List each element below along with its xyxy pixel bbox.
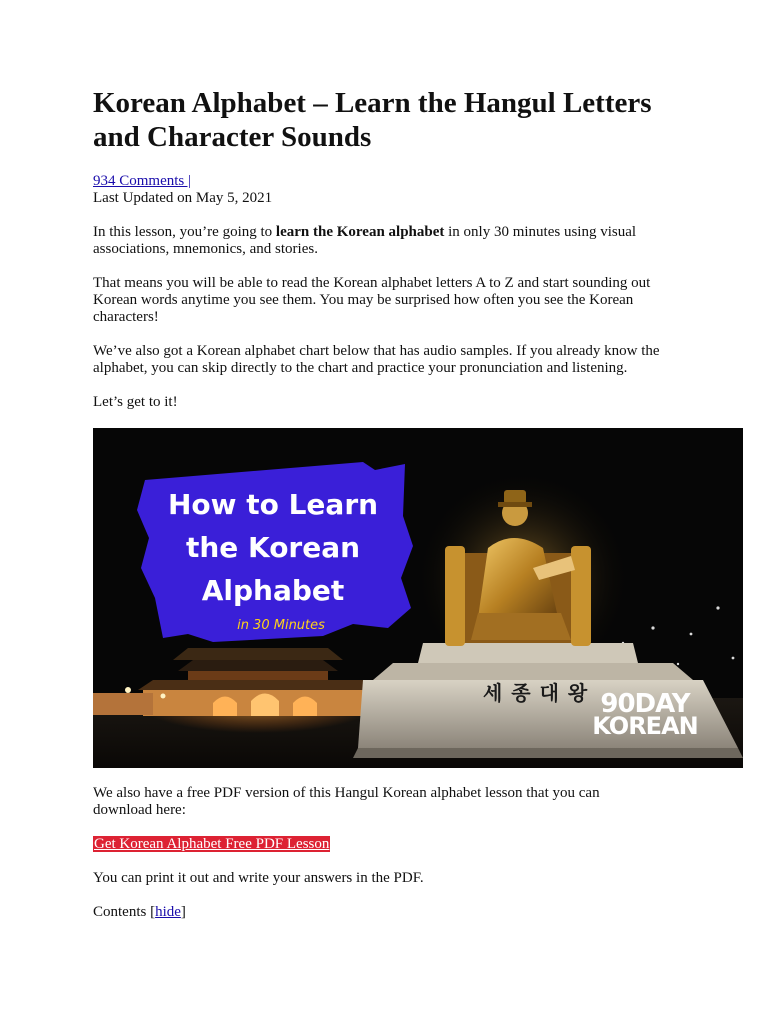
contents-label-close: ] (180, 904, 186, 920)
intro-text-after: in only 30 minutes using visual associations, mnemonics, and stories. (93, 224, 637, 257)
intro-paragraph (93, 224, 673, 258)
logo-line-1: 90DAY (600, 689, 690, 719)
banner-line-2: the Korean (185, 531, 361, 564)
page-title: Korean Alphabet – Learn the Hangul Letters and Character Sounds (93, 87, 652, 153)
paragraph-pdf: We also have a free PDF version of this Hangul Korean alphabet lesson that you can download here: (93, 785, 600, 818)
article-meta (93, 173, 743, 207)
contents-toggle-row (93, 904, 743, 921)
banner-subtitle: in 30 Minutes (237, 618, 325, 633)
contents-hide-link[interactable]: hide (155, 904, 181, 920)
comments-link[interactable]: 934 Comments | (93, 173, 192, 189)
hero-image (93, 428, 743, 768)
paragraph-lets-go: Let’s get to it! (93, 394, 178, 410)
90day-korean-logo (592, 689, 697, 740)
paragraph-print: You can print it out and write your answers in the PDF. (93, 870, 424, 886)
pdf-download-link[interactable]: Get Korean Alphabet Free PDF Lesson (94, 836, 330, 852)
contents-label: Contents [ (93, 904, 156, 920)
intro-bold: learn the Korean alphabet (275, 224, 445, 240)
banner-line-3: Alphabet (201, 574, 345, 607)
article (93, 86, 743, 921)
banner-line-1: How to Learn (167, 488, 379, 521)
monument-inscription: 세 종 대 왕 (483, 681, 589, 705)
title-banner (137, 462, 413, 642)
pdf-link-row (93, 836, 743, 853)
paragraph-read-letters: That means you will be able to read the Korean alphabet letters A to Z and start sounding out Korean words anytime you see them. You may be surprised how often you see the Korean characters! (93, 275, 651, 325)
last-updated: Last Updated on May 5, 2021 (93, 190, 273, 206)
intro-text-before: In this lesson, you’re going to (93, 224, 276, 240)
paragraph-chart: We’ve also got a Korean alphabet chart below that has audio samples. If you already know the alphabet, you can skip directly to the chart and practice your pronunciation and listening. (93, 343, 660, 376)
logo-line-2: KOREAN (592, 712, 698, 740)
